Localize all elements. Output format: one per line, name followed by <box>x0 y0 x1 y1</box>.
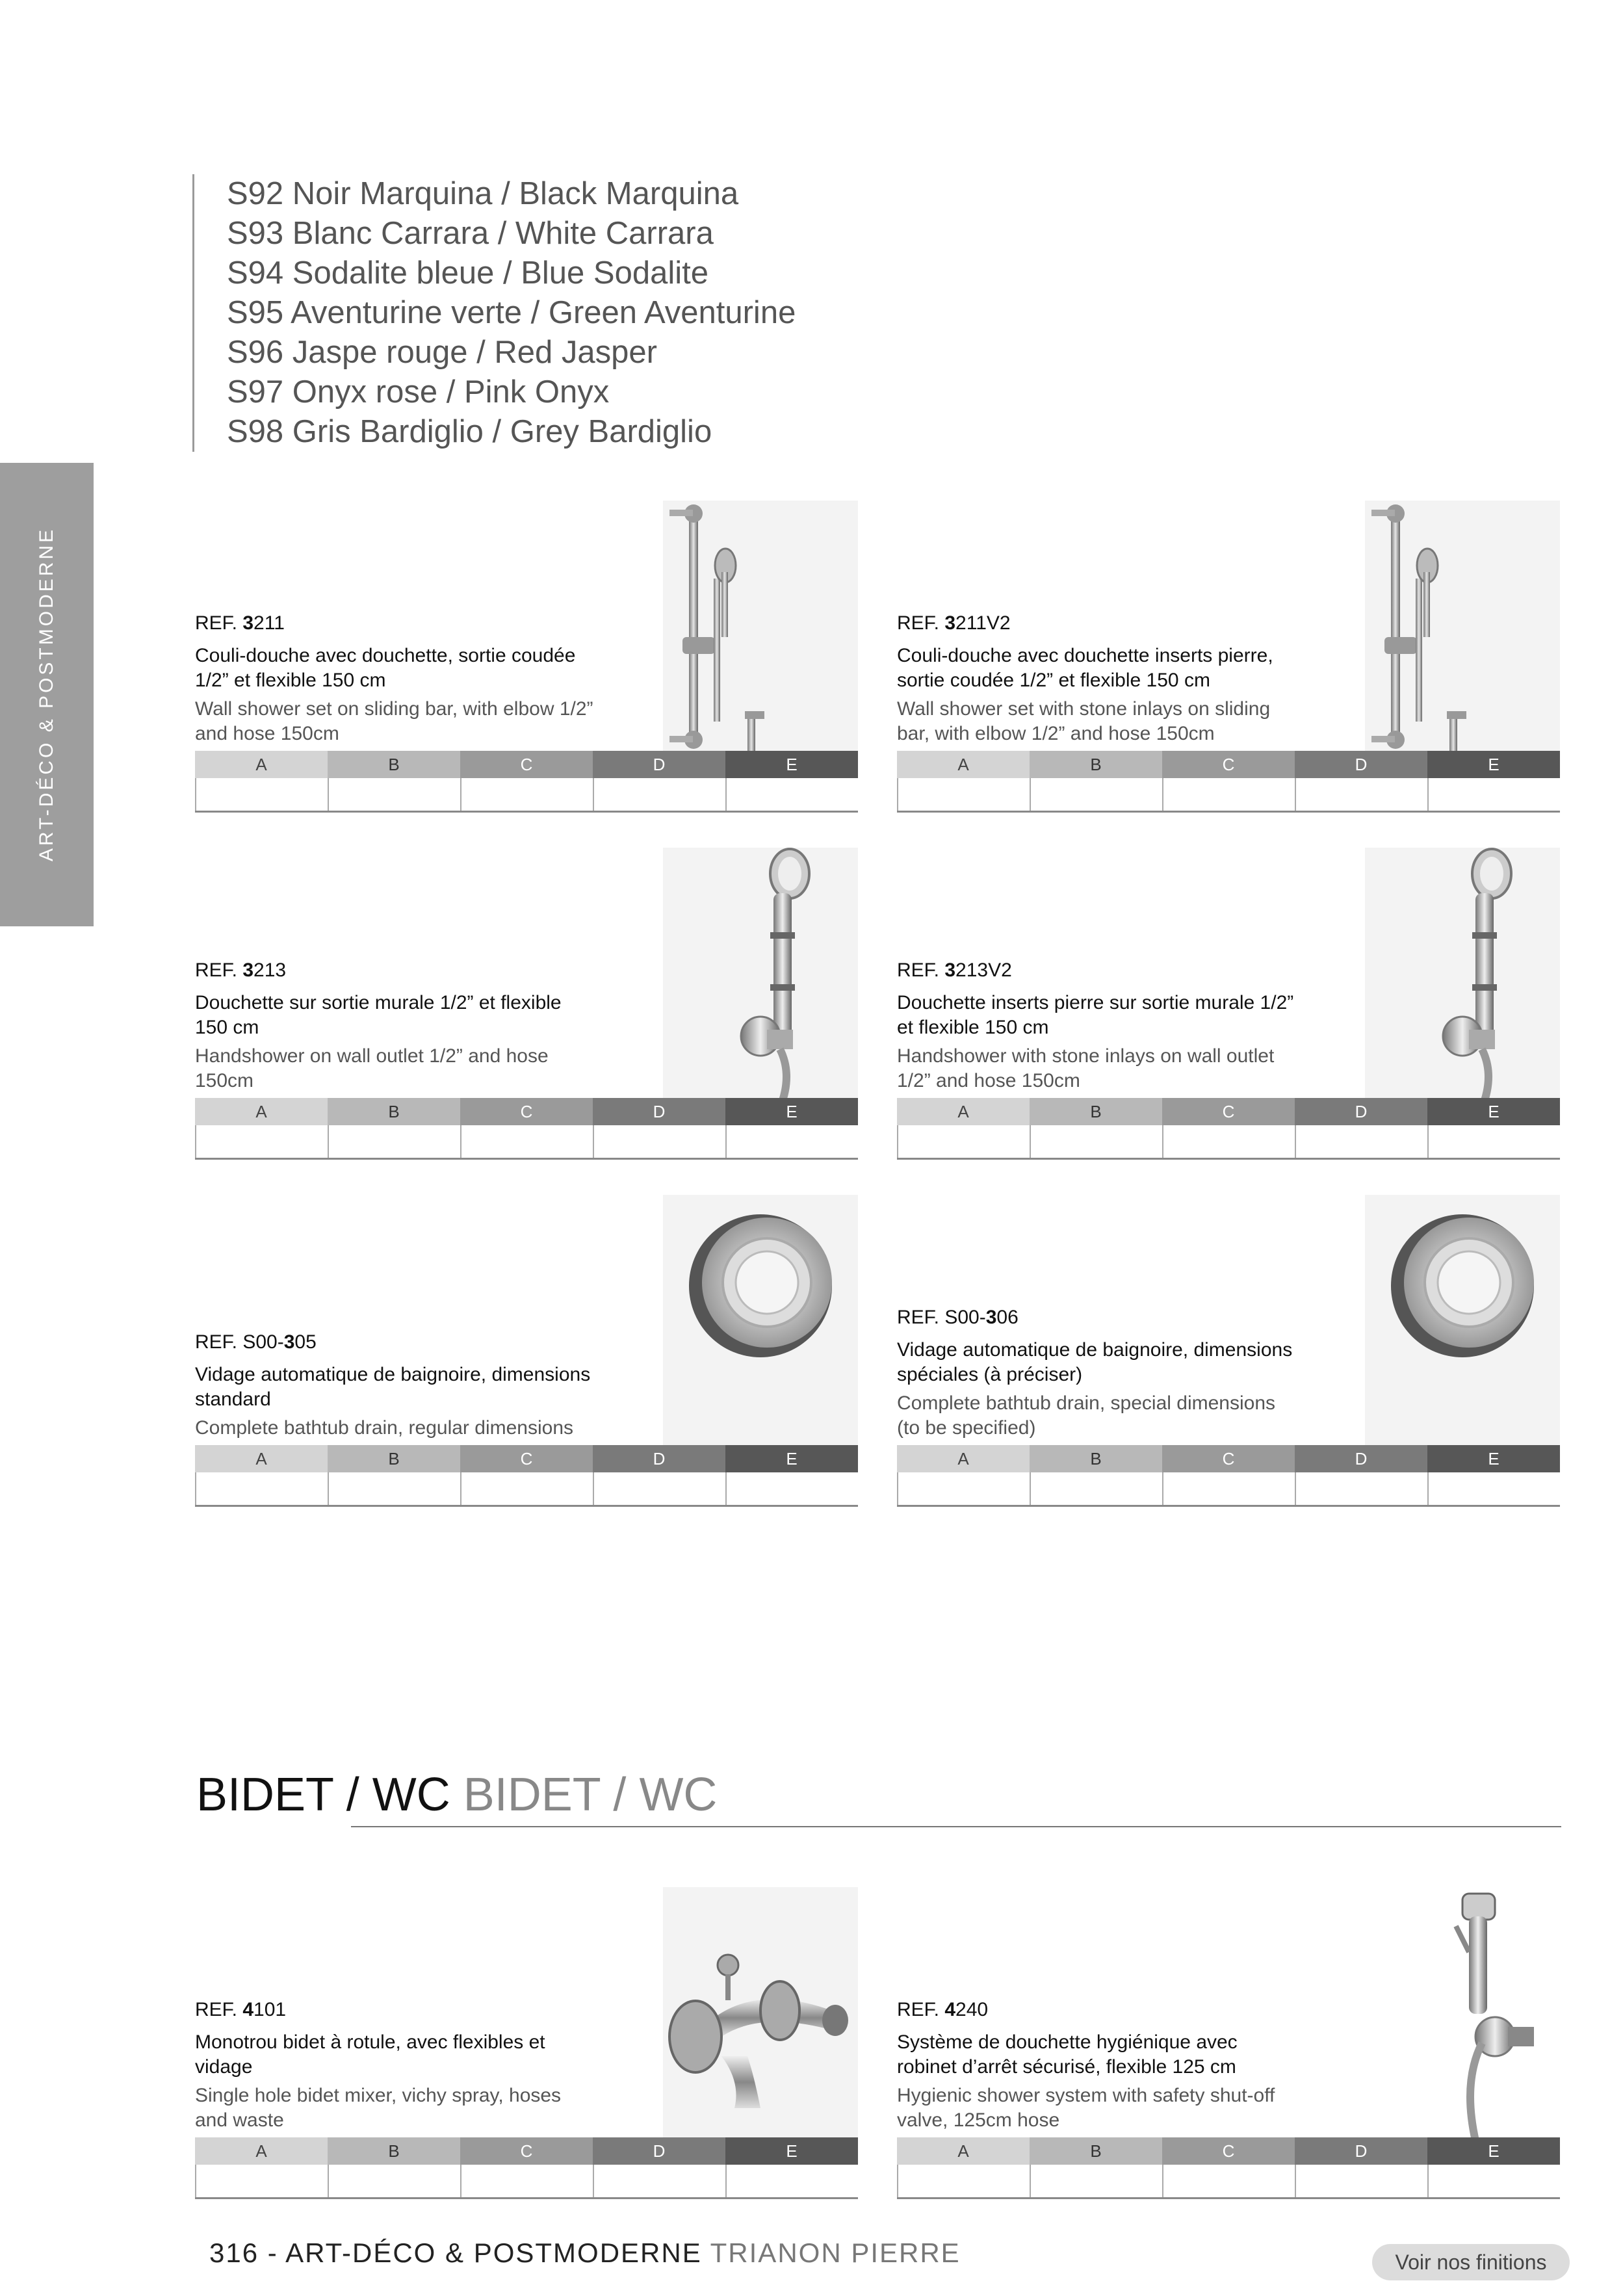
ref-bold: 3 <box>944 612 956 634</box>
product-image <box>1365 501 1560 761</box>
grade-value-cell <box>195 2165 328 2197</box>
grade-value-row <box>195 2165 858 2197</box>
grade-e: E <box>725 751 858 778</box>
finish-grade-table <box>195 2137 858 2199</box>
finish-item: S94 Sodalite bleue / Blue Sodalite <box>227 255 708 291</box>
ref-prefix: REF. S00- <box>195 1331 284 1353</box>
grade-a: A <box>195 1445 328 1472</box>
grade-value-cell <box>195 1125 328 1158</box>
footer-separator: - <box>259 2237 286 2268</box>
grade-value-cell <box>725 1472 858 1505</box>
grade-header-row <box>897 1445 1560 1472</box>
finish-item: S92 Noir Marquina / Black Marquina <box>227 176 739 211</box>
product-image <box>663 1887 858 2147</box>
grade-value-cell <box>460 778 593 811</box>
grade-value-cell <box>725 2165 858 2197</box>
grade-b: B <box>328 1445 460 1472</box>
grade-value-cell <box>593 2165 725 2197</box>
description-fr: Couli-douche avec douchette, sortie coudée 1/2” et flexible 150 cm <box>195 645 576 691</box>
description-en: Single hole bidet mixer, vichy spray, hoses and waste <box>195 2085 562 2131</box>
description-en: Hygienic shower system with safety shut-off valve, 125cm hose <box>897 2085 1275 2131</box>
grade-value-row <box>897 1472 1560 1505</box>
grade-value-cell <box>1427 1125 1560 1158</box>
grade-value-cell <box>1030 1472 1162 1505</box>
product-image <box>663 848 858 1108</box>
finish-grade-table <box>897 751 1560 813</box>
grade-a: A <box>897 1445 1030 1472</box>
description-en: Complete bathtub drain, regular dimensions <box>195 1417 573 1439</box>
grade-value-cell <box>897 778 1030 811</box>
grade-value-cell <box>1162 2165 1295 2197</box>
grade-value-row <box>195 778 858 811</box>
product-description <box>897 1307 1300 1441</box>
ref-bold: 4 <box>242 1999 254 2020</box>
product-ref <box>897 1999 1300 2021</box>
product-description <box>897 1999 1300 2133</box>
grade-value-cell <box>1295 1125 1427 1158</box>
product-description <box>195 959 598 1093</box>
grade-b: B <box>328 751 460 778</box>
grade-c: C <box>1162 2137 1295 2165</box>
grade-e: E <box>725 2137 858 2165</box>
ref-rest: 240 <box>955 1999 989 2020</box>
grade-header-row <box>195 1098 858 1125</box>
grade-e: E <box>1427 1445 1560 1472</box>
grade-header-row <box>195 2137 858 2165</box>
description-en: Wall shower set with stone inlays on sliding bar, with elbow 1/2” and hose 150cm <box>897 698 1271 744</box>
grade-value-cell <box>1427 2165 1560 2197</box>
grade-value-cell <box>1030 2165 1162 2197</box>
grade-d: D <box>1295 1098 1427 1125</box>
grade-a: A <box>195 751 328 778</box>
grade-value-cell <box>460 2165 593 2197</box>
grade-header-row <box>897 2137 1560 2165</box>
product-description <box>897 959 1300 1093</box>
grade-c: C <box>460 2137 593 2165</box>
product-card <box>195 848 858 1160</box>
grade-value-cell <box>897 1125 1030 1158</box>
grade-e: E <box>1427 751 1560 778</box>
finish-grade-table <box>897 1445 1560 1507</box>
ref-rest: 211V2 <box>955 612 1011 634</box>
grade-value-cell <box>593 778 725 811</box>
grade-d: D <box>593 1098 725 1125</box>
grade-b: B <box>328 2137 460 2165</box>
grade-header-row <box>195 751 858 778</box>
description-fr: Système de douchette hygiénique avec robinet d’arrêt sécurisé, flexible 125 cm <box>897 2031 1238 2078</box>
ref-bold: 3 <box>944 959 956 981</box>
grade-c: C <box>460 751 593 778</box>
ref-prefix: REF. <box>195 1999 243 2020</box>
product-image <box>1365 848 1560 1108</box>
grade-header-row <box>195 1445 858 1472</box>
see-finishes-button[interactable]: Voir nos finitions <box>1372 2244 1570 2280</box>
product-image <box>1365 1195 1560 1455</box>
grade-b: B <box>1030 2137 1162 2165</box>
grade-value-cell <box>1162 778 1295 811</box>
grade-value-cell <box>195 1472 328 1505</box>
section-title <box>196 1768 717 1821</box>
grade-value-cell <box>328 1125 460 1158</box>
grade-c: C <box>1162 751 1295 778</box>
footer-collection: ART-DÉCO & POSTMODERNE <box>285 2237 702 2268</box>
finish-item: S97 Onyx rose / Pink Onyx <box>227 374 610 410</box>
finish-grade-table <box>897 1098 1560 1160</box>
ref-prefix: REF. <box>897 1999 945 2020</box>
grade-a: A <box>897 2137 1030 2165</box>
ref-prefix: REF. <box>897 959 945 981</box>
grade-value-row <box>897 778 1560 811</box>
finish-grade-table <box>195 1098 858 1160</box>
grade-a: A <box>897 751 1030 778</box>
grade-a: A <box>195 2137 328 2165</box>
side-tab <box>0 463 94 926</box>
ref-prefix: REF. S00- <box>897 1307 986 1328</box>
grade-a: A <box>195 1098 328 1125</box>
section-title-en: BIDET / WC <box>463 1769 718 1821</box>
grade-value-cell <box>593 1472 725 1505</box>
product-description <box>195 612 598 746</box>
product-card <box>195 1195 858 1507</box>
product-ref <box>195 959 598 982</box>
grade-c: C <box>460 1445 593 1472</box>
product-ref <box>195 1331 598 1353</box>
grade-b: B <box>328 1098 460 1125</box>
grade-value-cell <box>328 2165 460 2197</box>
description-en: Handshower on wall outlet 1/2” and hose 150cm <box>195 1045 549 1091</box>
product-ref <box>195 1999 598 2021</box>
grade-value-row <box>195 1472 858 1505</box>
description-fr: Monotrou bidet à rotule, avec flexibles et vidage <box>195 2031 545 2078</box>
product-ref <box>897 612 1300 634</box>
ref-prefix: REF. <box>195 612 243 634</box>
product-card <box>195 501 858 813</box>
ref-rest: 05 <box>294 1331 317 1353</box>
ref-rest: 213 <box>253 959 287 981</box>
product-image <box>663 501 858 761</box>
grade-d: D <box>593 2137 725 2165</box>
grade-value-cell <box>897 1472 1030 1505</box>
finish-grade-table <box>897 2137 1560 2199</box>
ref-bold: 3 <box>242 959 254 981</box>
description-fr: Vidage automatique de baignoire, dimensions standard <box>195 1364 591 1410</box>
section-divider <box>351 1826 1561 1827</box>
ref-prefix: REF. <box>195 959 243 981</box>
grade-e: E <box>725 1098 858 1125</box>
finishes-list <box>192 174 796 452</box>
grade-d: D <box>593 1445 725 1472</box>
grade-d: D <box>593 751 725 778</box>
ref-bold: 4 <box>944 1999 956 2020</box>
product-ref <box>897 1307 1300 1329</box>
grade-value-cell <box>195 778 328 811</box>
section-title-fr: BIDET / WC <box>196 1769 450 1821</box>
ref-rest: 211 <box>253 612 285 634</box>
product-card <box>897 1195 1560 1507</box>
grade-e: E <box>1427 1098 1560 1125</box>
product-description <box>897 612 1300 746</box>
ref-rest: 213V2 <box>955 959 1012 981</box>
side-tab-label: ART-DÉCO & POSTMODERNE <box>36 527 57 862</box>
grade-c: C <box>1162 1445 1295 1472</box>
grade-e: E <box>1427 2137 1560 2165</box>
product-image <box>1365 1887 1560 2147</box>
grade-d: D <box>1295 2137 1427 2165</box>
product-description <box>195 1331 598 1441</box>
grade-header-row <box>897 751 1560 778</box>
description-fr: Douchette inserts pierre sur sortie murale 1/2” et flexible 150 cm <box>897 992 1294 1038</box>
finish-item: S93 Blanc Carrara / White Carrara <box>227 216 714 251</box>
grade-value-cell <box>328 778 460 811</box>
grade-value-cell <box>897 2165 1030 2197</box>
product-ref <box>897 959 1300 982</box>
ref-bold: 3 <box>985 1307 997 1328</box>
grade-b: B <box>1030 751 1162 778</box>
grade-header-row <box>897 1098 1560 1125</box>
ref-rest: 101 <box>253 1999 287 2020</box>
description-en: Complete bathtub drain, special dimensions (to be specified) <box>897 1392 1275 1439</box>
ref-bold: 3 <box>242 612 254 634</box>
ref-prefix: REF. <box>897 612 945 634</box>
product-image <box>663 1195 858 1455</box>
finish-item: S96 Jaspe rouge / Red Jasper <box>227 335 657 370</box>
grade-value-cell <box>1295 1472 1427 1505</box>
description-en: Wall shower set on sliding bar, with elbow 1/2” and hose 150cm <box>195 698 593 744</box>
grade-a: A <box>897 1098 1030 1125</box>
page-footer <box>209 2237 961 2269</box>
product-card <box>195 1887 858 2199</box>
grade-value-row <box>897 2165 1560 2197</box>
grade-c: C <box>1162 1098 1295 1125</box>
grade-value-cell <box>328 1472 460 1505</box>
product-card <box>897 1887 1560 2199</box>
description-fr: Couli-douche avec douchette inserts pierre, sortie coudée 1/2” et flexible 150 cm <box>897 645 1273 691</box>
description-en: Handshower with stone inlays on wall outlet 1/2” and hose 150cm <box>897 1045 1275 1091</box>
ref-rest: 06 <box>996 1307 1019 1328</box>
grade-value-cell <box>1295 778 1427 811</box>
grade-value-cell <box>1162 1125 1295 1158</box>
grade-value-row <box>897 1125 1560 1158</box>
grade-value-cell <box>593 1125 725 1158</box>
product-ref <box>195 612 598 634</box>
grade-d: D <box>1295 751 1427 778</box>
grade-value-cell <box>725 1125 858 1158</box>
finish-grade-table <box>195 751 858 813</box>
grade-value-cell <box>1162 1472 1295 1505</box>
grade-b: B <box>1030 1098 1162 1125</box>
page-number: 316 <box>209 2237 259 2268</box>
grade-value-cell <box>460 1125 593 1158</box>
product-card <box>897 501 1560 813</box>
grade-value-cell <box>1295 2165 1427 2197</box>
description-fr: Vidage automatique de baignoire, dimensions spéciales (à préciser) <box>897 1339 1293 1385</box>
finish-grade-table <box>195 1445 858 1507</box>
footer-brand: TRIANON PIERRE <box>710 2237 961 2268</box>
grade-d: D <box>1295 1445 1427 1472</box>
description-fr: Douchette sur sortie murale 1/2” et flexible 150 cm <box>195 992 562 1038</box>
finish-item: S98 Gris Bardiglio / Grey Bardiglio <box>227 414 712 449</box>
grade-value-cell <box>725 778 858 811</box>
product-card <box>897 848 1560 1160</box>
grade-value-cell <box>1427 778 1560 811</box>
grade-c: C <box>460 1098 593 1125</box>
grade-value-cell <box>1030 1125 1162 1158</box>
ref-bold: 3 <box>283 1331 295 1353</box>
grade-value-row <box>195 1125 858 1158</box>
grade-value-cell <box>460 1472 593 1505</box>
grade-b: B <box>1030 1445 1162 1472</box>
grade-e: E <box>725 1445 858 1472</box>
finish-item: S95 Aventurine verte / Green Aventurine <box>227 295 796 330</box>
product-description <box>195 1999 598 2133</box>
grade-value-cell <box>1427 1472 1560 1505</box>
grade-value-cell <box>1030 778 1162 811</box>
